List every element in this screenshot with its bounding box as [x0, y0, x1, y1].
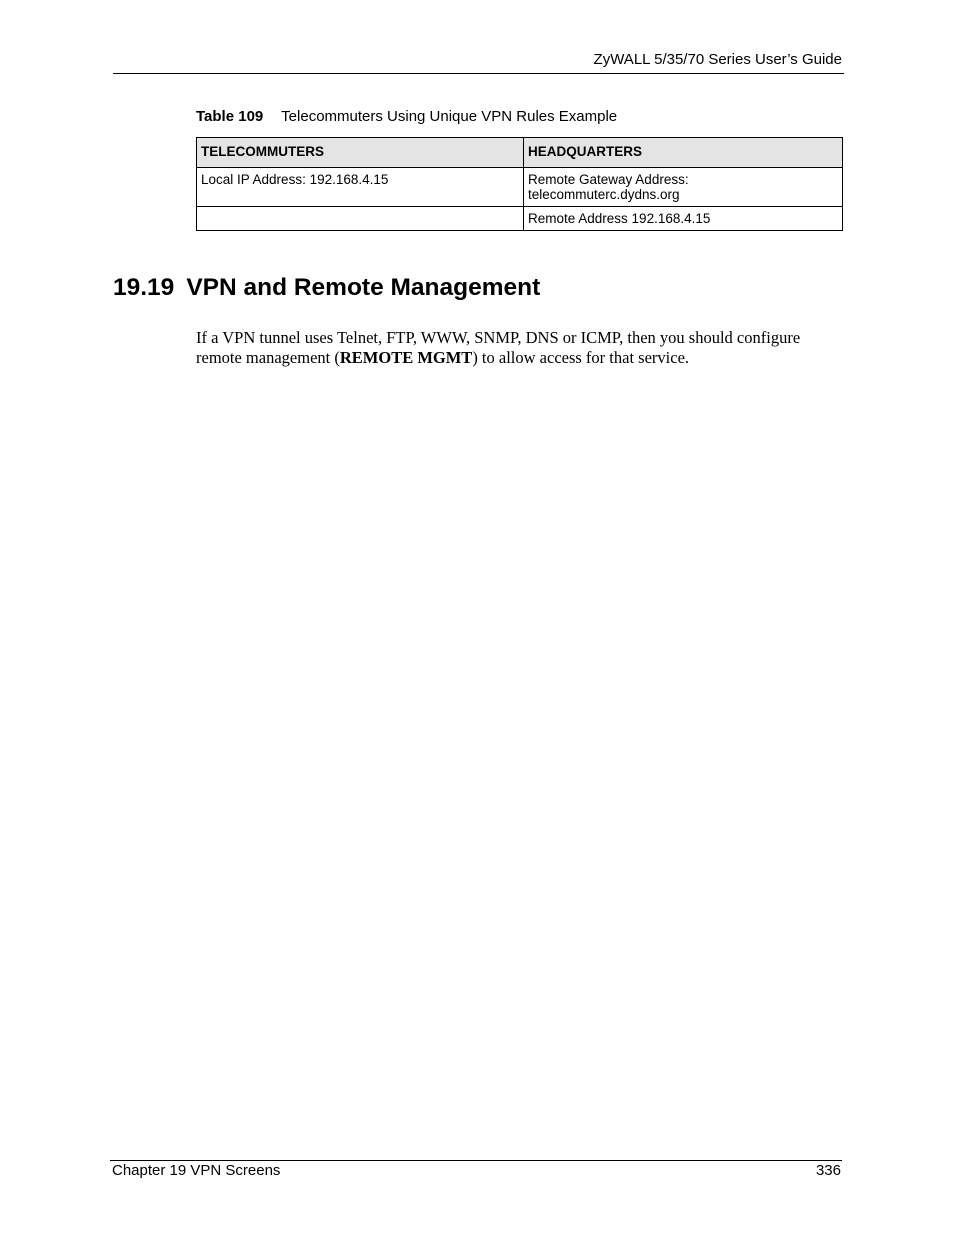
table-cell-empty	[197, 207, 524, 231]
section-heading	[113, 274, 540, 302]
header-divider	[113, 73, 844, 74]
remote-mgmt-term: REMOTE MGMT	[339, 348, 473, 367]
paragraph-line	[196, 348, 846, 368]
cell-text: Remote Gateway Address:	[528, 172, 689, 187]
footer-divider	[110, 1160, 842, 1161]
table-cell	[197, 168, 524, 207]
column-header-telecommuters: TELECOMMUTERS	[197, 138, 524, 168]
cell-text: telecommuterc.dydns.org	[528, 187, 680, 202]
telecommuters-table	[196, 137, 843, 231]
footer-page-number: 336	[815, 1162, 841, 1179]
paragraph-text: ) to allow access for that service.	[472, 348, 690, 367]
section-number: 19.19	[113, 274, 175, 301]
paragraph-text: remote management (	[196, 348, 340, 367]
table-caption	[196, 108, 617, 125]
table-row	[197, 168, 843, 207]
cell-text: Remote Address 192.168.4.15	[528, 211, 711, 226]
footer-chapter: Chapter 19 VPN Screens	[112, 1162, 281, 1179]
section-title: VPN and Remote Management	[186, 274, 541, 301]
cell-text: Local IP Address: 192.168.4.15	[201, 172, 389, 187]
table-cell	[524, 168, 843, 207]
table-cell	[524, 207, 843, 231]
table-caption-text: Telecommuters Using Unique VPN Rules Example	[281, 108, 618, 125]
table-caption-label: Table 109	[196, 108, 264, 125]
body-paragraph	[196, 328, 846, 368]
table-row	[197, 207, 843, 231]
table-header-row	[197, 138, 843, 168]
paragraph-line: If a VPN tunnel uses Telnet, FTP, WWW, SNMP, DNS or ICMP, then you should configure	[196, 328, 801, 347]
running-header-title: ZyWALL 5/35/70 Series User’s Guide	[593, 51, 842, 68]
column-header-headquarters: HEADQUARTERS	[524, 138, 843, 168]
